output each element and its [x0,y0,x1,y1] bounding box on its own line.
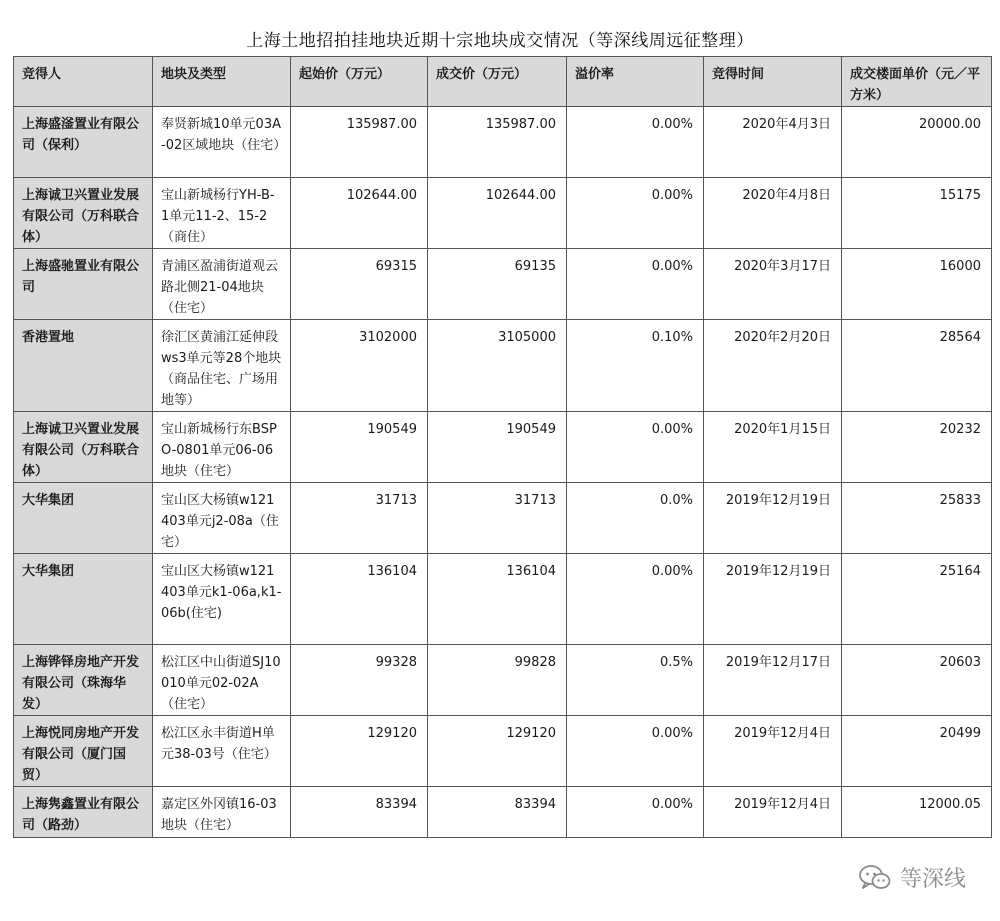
deal-price-cell: 69135 [428,249,567,320]
land-deals-table [13,56,992,838]
table-row [14,320,992,412]
bidder-cell: 大华集团 [14,483,153,554]
unit-price-cell: 25833 [842,483,992,554]
page-title: 上海土地招拍挂地块近期十宗地块成交情况（等深线周远征整理） [246,31,754,51]
start-price-cell: 190549 [291,412,428,483]
premium-cell: 0.00% [567,554,704,645]
wechat-icon [858,864,892,892]
premium-cell: 0.10% [567,320,704,412]
table-row [14,483,992,554]
unit-price-cell: 25164 [842,554,992,645]
deal-price-cell: 135987.00 [428,107,567,178]
bidder-cell: 上海悦同房地产开发有限公司（厦门国贸） [14,716,153,787]
premium-cell: 0.00% [567,178,704,249]
deal-price-cell: 136104 [428,554,567,645]
deal-price-cell: 99828 [428,645,567,716]
premium-cell: 0.00% [567,716,704,787]
date-cell: 2020年1月15日 [704,412,842,483]
premium-cell: 0.00% [567,249,704,320]
date-cell: 2019年12月19日 [704,483,842,554]
deal-price-cell: 83394 [428,787,567,838]
header-start-price: 起始价（万元） [291,57,428,107]
deal-price-cell: 102644.00 [428,178,567,249]
unit-price-cell: 20499 [842,716,992,787]
start-price-cell: 129120 [291,716,428,787]
table-row [14,787,992,838]
plot-cell: 宝山区大杨镇w121403单元k1-06a,k1-06b(住宅) [153,554,291,645]
premium-cell: 0.00% [567,107,704,178]
bidder-cell: 上海铧铎房地产开发有限公司（珠海华发） [14,645,153,716]
premium-cell: 0.00% [567,412,704,483]
bidder-cell: 大华集团 [14,554,153,645]
table-row [14,249,992,320]
table-row [14,178,992,249]
bidder-cell: 上海诚卫兴置业发展有限公司（万科联合体） [14,178,153,249]
header-plot: 地块及类型 [153,57,291,107]
table-row [14,716,992,787]
unit-price-cell: 12000.05 [842,787,992,838]
premium-cell: 0.5% [567,645,704,716]
unit-price-cell: 20000.00 [842,107,992,178]
plot-cell: 嘉定区外冈镇16-03地块（住宅） [153,787,291,838]
start-price-cell: 69315 [291,249,428,320]
bidder-cell: 香港置地 [14,320,153,412]
unit-price-cell: 20603 [842,645,992,716]
date-cell: 2019年12月17日 [704,645,842,716]
plot-cell: 松江区永丰街道H单元38-03号（住宅） [153,716,291,787]
unit-price-cell: 15175 [842,178,992,249]
start-price-cell: 83394 [291,787,428,838]
bidder-cell: 上海诚卫兴置业发展有限公司（万科联合体） [14,412,153,483]
bidder-cell: 上海盛滏置业有限公司（保利） [14,107,153,178]
plot-cell: 松江区中山街道SJ10010单元02-02A（住宅） [153,645,291,716]
watermark-text: 等深线 [899,867,966,892]
date-cell: 2020年4月8日 [704,178,842,249]
header-premium: 溢价率 [567,57,704,107]
bidder-cell: 上海盛驰置业有限公司 [14,249,153,320]
premium-cell: 0.00% [567,787,704,838]
deal-price-cell: 190549 [428,412,567,483]
plot-cell: 徐汇区黄浦江延伸段ws3单元等28个地块（商品住宅、广场用地等） [153,320,291,412]
date-cell: 2019年12月19日 [704,554,842,645]
start-price-cell: 31713 [291,483,428,554]
date-cell: 2020年2月20日 [704,320,842,412]
unit-price-cell: 20232 [842,412,992,483]
deal-price-cell: 31713 [428,483,567,554]
watermark [858,862,966,893]
header-bidder: 竞得人 [14,57,153,107]
deal-price-cell: 3105000 [428,320,567,412]
plot-cell: 宝山区大杨镇w121403单元j2-08a（住宅） [153,483,291,554]
date-cell: 2019年12月4日 [704,787,842,838]
table-row [14,107,992,178]
date-cell: 2020年4月3日 [704,107,842,178]
date-cell: 2020年3月17日 [704,249,842,320]
table-row [14,645,992,716]
table-row [14,412,992,483]
start-price-cell: 3102000 [291,320,428,412]
header-deal-price: 成交价（万元） [428,57,567,107]
plot-cell: 青浦区盈浦街道观云路北侧21-04地块（住宅） [153,249,291,320]
deal-price-cell: 129120 [428,716,567,787]
start-price-cell: 135987.00 [291,107,428,178]
start-price-cell: 136104 [291,554,428,645]
header-date: 竞得时间 [704,57,842,107]
unit-price-cell: 16000 [842,249,992,320]
date-cell: 2019年12月4日 [704,716,842,787]
table-row [14,554,992,645]
plot-cell: 宝山新城杨行YH-B-1单元11-2、15-2（商住） [153,178,291,249]
start-price-cell: 99328 [291,645,428,716]
table-header-row [14,57,992,107]
header-unit-price: 成交楼面单价（元／平方米） [842,57,992,107]
premium-cell: 0.0% [567,483,704,554]
plot-cell: 奉贤新城10单元03A-02区域地块（住宅） [153,107,291,178]
plot-cell: 宝山新城杨行东BSPO-0801单元06-06地块（住宅） [153,412,291,483]
bidder-cell: 上海隽鑫置业有限公司（路劲） [14,787,153,838]
unit-price-cell: 28564 [842,320,992,412]
start-price-cell: 102644.00 [291,178,428,249]
